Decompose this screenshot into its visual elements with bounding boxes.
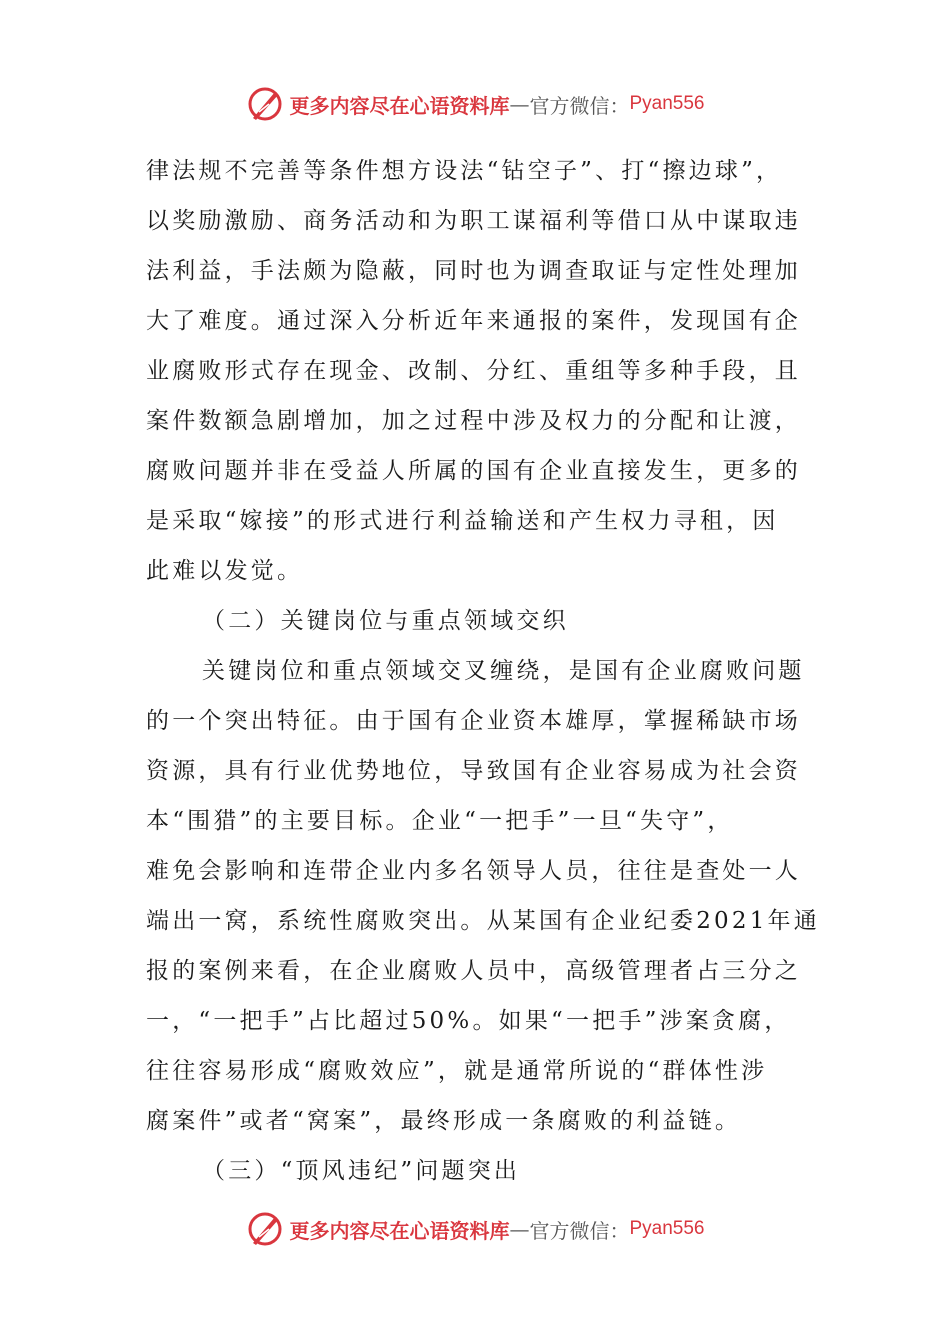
banner-main-text: 更多内容尽在心语资料库 xyxy=(289,93,510,118)
text-line: 难免会影响和连带企业内多名领导人员，往往是查处一人 xyxy=(146,858,801,884)
text-line: 此难以发觉。 xyxy=(146,558,304,584)
header-watermark xyxy=(0,82,950,126)
text-line: 案件数额急剧增加，加之过程中涉及权力的分配和让渡， xyxy=(146,408,801,434)
text-line: 以奖励激励、商务活动和为职工谋福利等借口从中谋取违 xyxy=(146,208,801,234)
banner-dash: — xyxy=(509,1217,530,1241)
text-line: 一，“一把手”占比超过50%。如果“一把手”涉案贪腐， xyxy=(146,1008,791,1034)
text-line: 法利益，手法颇为隐蔽，同时也为调查取证与定性处理加 xyxy=(146,258,801,284)
banner-dash: — xyxy=(509,92,530,116)
footer-watermark xyxy=(0,1207,950,1251)
text-line: 往往容易形成“腐败效应”，就是通常所说的“群体性涉 xyxy=(146,1058,768,1084)
section-heading: （三）“顶风违纪”问题突出 xyxy=(202,1158,521,1184)
text-line: 是采取“嫁接”的形式进行利益输送和产生权力寻租，因 xyxy=(146,508,779,534)
quill-logo-icon xyxy=(245,1209,285,1249)
quill-logo-icon xyxy=(245,84,285,124)
banner-label: 官方微信： xyxy=(529,93,630,118)
banner-main-text: 更多内容尽在心语资料库 xyxy=(289,1218,510,1243)
text-line: 腐案件”或者“窝案”，最终形成一条腐败的利益链。 xyxy=(146,1108,742,1134)
text-line: 的一个突出特征。由于国有企业资本雄厚，掌握稀缺市场 xyxy=(146,708,801,734)
text-line: 大了难度。通过深入分析近年来通报的案件，发现国有企 xyxy=(146,308,801,334)
paragraph-first-line: 关键岗位和重点领域交叉缠绕，是国有企业腐败问题 xyxy=(202,658,805,684)
text-line: 腐败问题并非在受益人所属的国有企业直接发生，更多的 xyxy=(146,458,801,484)
text-line: 资源，具有行业优势地位，导致国有企业容易成为社会资 xyxy=(146,758,801,784)
text-line: 端出一窝，系统性腐败突出。从某国有企业纪委2021年通 xyxy=(146,908,820,934)
document-body xyxy=(146,146,820,1196)
banner-label: 官方微信： xyxy=(529,1218,630,1243)
section-heading: （二）关键岗位与重点领域交织 xyxy=(202,608,569,634)
text-line: 律法规不完善等条件想方设法“钻空子”、打“擦边球”， xyxy=(146,158,783,184)
text-line: 本“围猎”的主要目标。企业“一把手”一旦“失守”， xyxy=(146,808,734,834)
banner-wechat-id: Pyan556 xyxy=(629,93,705,114)
text-line: 报的案例来看，在企业腐败人员中，高级管理者占三分之 xyxy=(146,958,801,984)
text-line: 业腐败形式存在现金、改制、分红、重组等多种手段，且 xyxy=(146,358,801,384)
banner-wechat-id: Pyan556 xyxy=(629,1218,705,1239)
